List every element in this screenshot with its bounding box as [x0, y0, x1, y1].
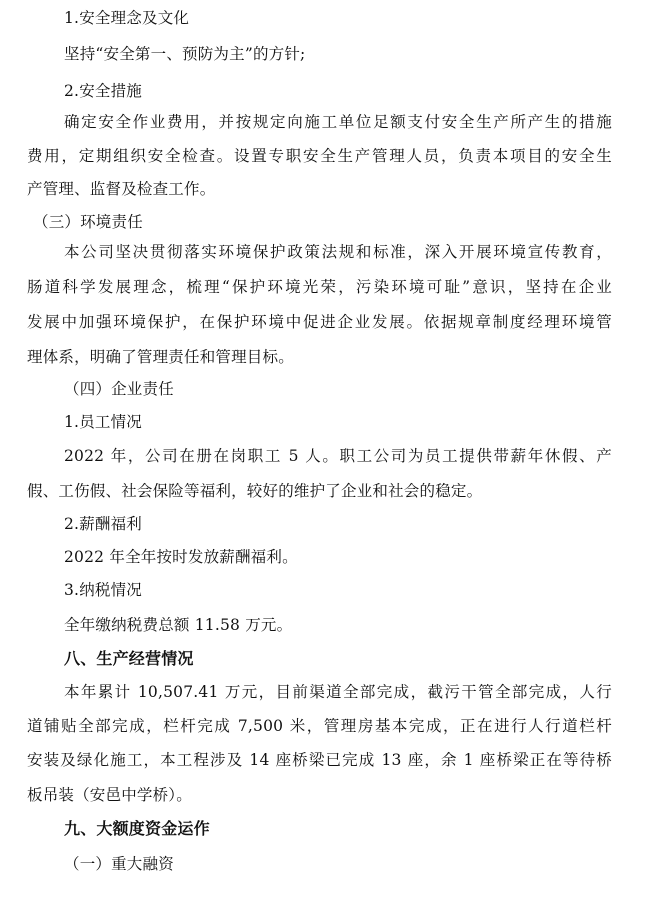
paragraph-line: 理体系，明确了管理责任和管理目标。: [27, 348, 294, 366]
paragraph-line: 坚持“安全第一、预防为主”的方针;: [64, 45, 306, 63]
paragraph-line: 板吊装（安邑中学桥）。: [27, 786, 192, 804]
paragraph-line: 假、工伤假、社会保险等福利，较好的维护了企业和社会的稳定。: [27, 482, 483, 500]
paragraph-line: 道铺贴全部完成，栏杆完成 7,500 米，管理房基本完成，正在进行人行道栏杆: [27, 717, 612, 735]
paragraph-line: 确定安全作业费用，并按规定向施工单位足额支付安全生产所产生的措施: [64, 113, 612, 131]
paragraph-line: 发展中加强环境保护，在保护环境中促进企业发展。依据规章制度经理环境管: [27, 313, 612, 331]
paragraph-line: 本年累计 10,507.41 万元，目前渠道全部完成，截污干管全部完成，人行: [64, 683, 612, 701]
section-heading-enterprise: （四）企业责任: [64, 380, 174, 398]
paragraph-line: 安装及绿化施工，本工程涉及 14 座桥梁已完成 13 座，余 1 座桥梁正在等待桥: [27, 751, 612, 769]
subheading-safety-culture: 1.安全理念及文化: [64, 9, 190, 27]
paragraph-line: 2022 年，公司在册在岗职工 5 人。职工公司为员工提供带薪年休假、产: [64, 447, 612, 465]
paragraph-line: 本公司坚决贯彻落实环境保护政策法规和标准，深入开展环境宣传教育，: [64, 243, 612, 261]
subheading-tax: 3.纳税情况: [64, 581, 142, 599]
subheading-compensation: 2.薪酬福利: [64, 515, 142, 533]
paragraph-line: 产管理、监督及检查工作。: [27, 180, 216, 198]
section-heading-environment: （三）环境责任: [33, 213, 143, 231]
paragraph-line: 肠道科学发展理念，梳理“保护环境光荣，污染环境可耻”意识，坚持在企业: [27, 278, 612, 296]
paragraph-line: 2022 年全年按时发放薪酬福利。: [64, 548, 298, 566]
section-heading-production: 八、生产经营情况: [64, 649, 194, 668]
paragraph-line: 全年缴纳税费总额 11.58 万元。: [64, 616, 293, 634]
subheading-financing: （一）重大融资: [64, 855, 174, 873]
subheading-safety-measures: 2.安全措施: [64, 82, 142, 100]
subheading-employees: 1.员工情况: [64, 413, 142, 431]
paragraph-line: 费用，定期组织安全检查。设置专职安全生产管理人员，负责本项目的安全生: [27, 147, 612, 165]
section-heading-funds: 九、大额度资金运作: [64, 819, 210, 838]
